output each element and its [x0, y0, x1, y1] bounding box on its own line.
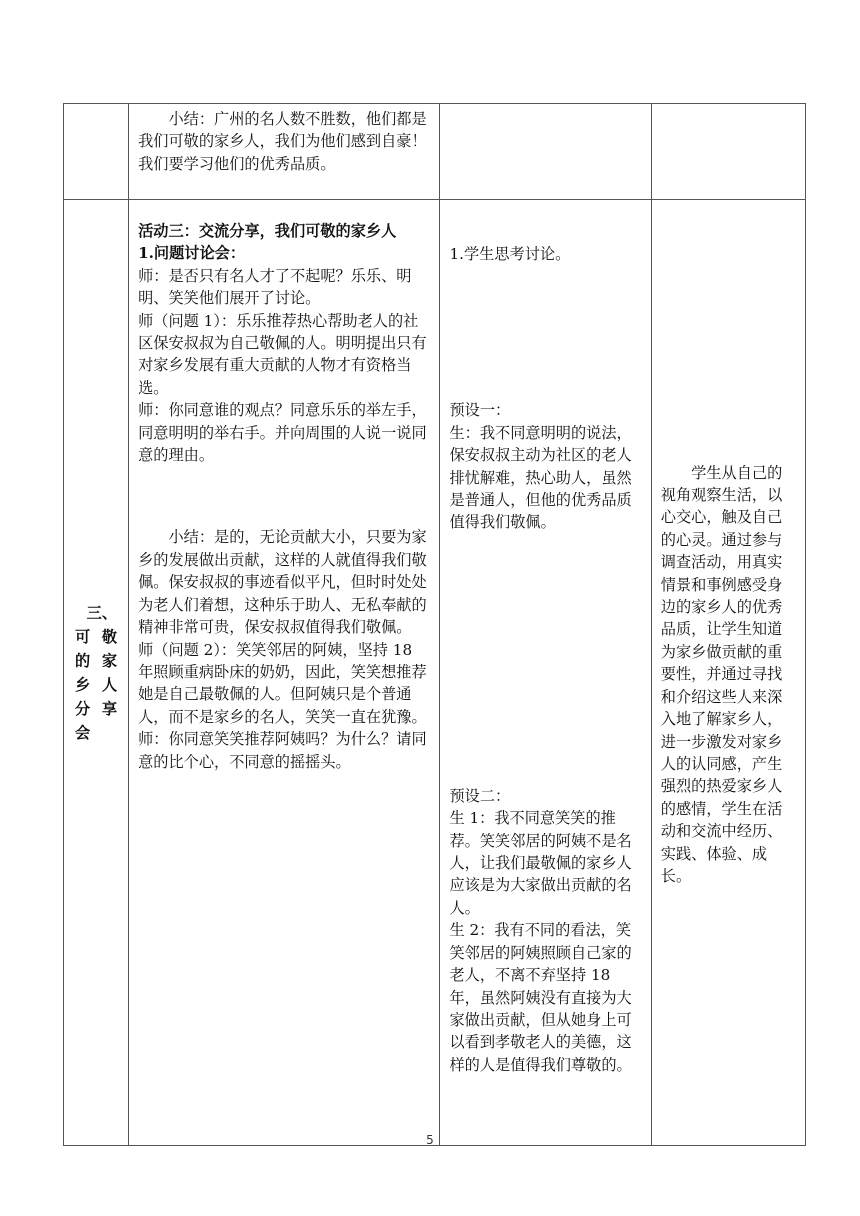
- design-intent-text: 学生从自己的视角观察生活，以心交心，触及自己的心灵。通过参与调查活动，用真实情景和事例感受身边的家乡人的优秀品质，让学生知道为家乡做贡献的重要性，并通过寻找和介绍这些人来深入地了解家乡人，进一步激发对家乡人的认同感，产生强烈的热爱家乡人的感情，学生在活动和交流中经历、实践、体验、成长。: [660, 463, 783, 885]
- teacher-text: 师：你同意笑笑推荐阿姨吗？为什么？请同意的比个心，不同意的摇摇头。: [138, 730, 427, 771]
- stage-title: 三、 可 敬 的 家 乡 人 分 享 会: [75, 603, 118, 742]
- teacher-question-2: 师（问题 2）：笑笑邻居的阿姨，坚持 18 年照顾重病卧床的奶奶，因此，笑笑想推荐她是自己最敬佩的人。但阿姨只是个普通人，而不是家乡的名人，笑笑一直在犹豫。: [138, 640, 427, 726]
- stage-cell-empty: [64, 104, 129, 200]
- discussion-title: 1.问题讨论会：: [138, 244, 246, 263]
- preset-1-text: 生：我不同意明明的说法，保安叔叔主动为社区的老人排忧解难，热心助人，虽然是普通人，但他的优秀品质值得我们敬佩。: [449, 423, 632, 532]
- lesson-plan-table: [63, 103, 806, 1146]
- table-row: [64, 104, 806, 200]
- preset-2-student-2: 生 2：我有不同的看法，笑笑邻居的阿姨照顾自己家的老人，不离不弃坚持 18 年，虽然阿姨没有直接为大家做出贡献，但从她身上可以看到孝敬老人的美德，这样的人是值得我们尊敬的。: [449, 921, 632, 1074]
- teacher-activity-cell: [129, 104, 440, 200]
- student-activity-cell: [440, 200, 651, 1146]
- teacher-text: 师：是否只有名人才了不起呢？乐乐、明明、笑笑他们展开了讨论。: [138, 266, 412, 308]
- summary-security-guard: 小结：是的，无论贡献大小，只要为家乡的发展做出贡献，这样的人就值得我们敬佩。保安叔叔的事迹看似平凡，但时时处处为老人们着想，这种乐于助人、无私奉献的精神非常可贵，保安叔叔值得我们敬佩。: [138, 528, 427, 637]
- design-intent-cell-empty: [651, 104, 805, 200]
- preset-2-student-1: 生 1：我不同意笑笑的推荐。笑笑邻居的阿姨不是名人，让我们最敬佩的家乡人应该是为大家做出贡献的名人。: [449, 809, 632, 917]
- teacher-activity-cell: [129, 200, 440, 1146]
- preset-2-title: 预设二：: [449, 786, 511, 805]
- teacher-text: 师：你同意谁的观点？同意乐乐的举左手，同意明明的举右手。并向周围的人说一说同意的理由。: [138, 401, 427, 465]
- table-row: [64, 200, 806, 1146]
- design-intent-cell: [651, 200, 805, 1146]
- student-activity-cell-empty: [440, 104, 651, 200]
- teacher-question-1: 师（问题 1）：乐乐推荐热心帮助老人的社区保安叔叔为自己敬佩的人。明明提出只有对家乡发展有重大贡献的人物才有资格当选。: [138, 311, 427, 397]
- activity-title: 活动三：交流分享，我们可敬的家乡人: [138, 222, 397, 240]
- summary-guangzhou: 小结：广州的名人数不胜数，他们都是我们可敬的家乡人，我们为他们感到自豪！我们要学习他们的优秀品质。: [138, 110, 427, 173]
- student-step-1: 1.学生思考讨论。: [449, 245, 571, 263]
- page-number: 5: [426, 1133, 434, 1147]
- stage-cell: [64, 200, 129, 1146]
- preset-1-title: 预设一：: [449, 401, 511, 420]
